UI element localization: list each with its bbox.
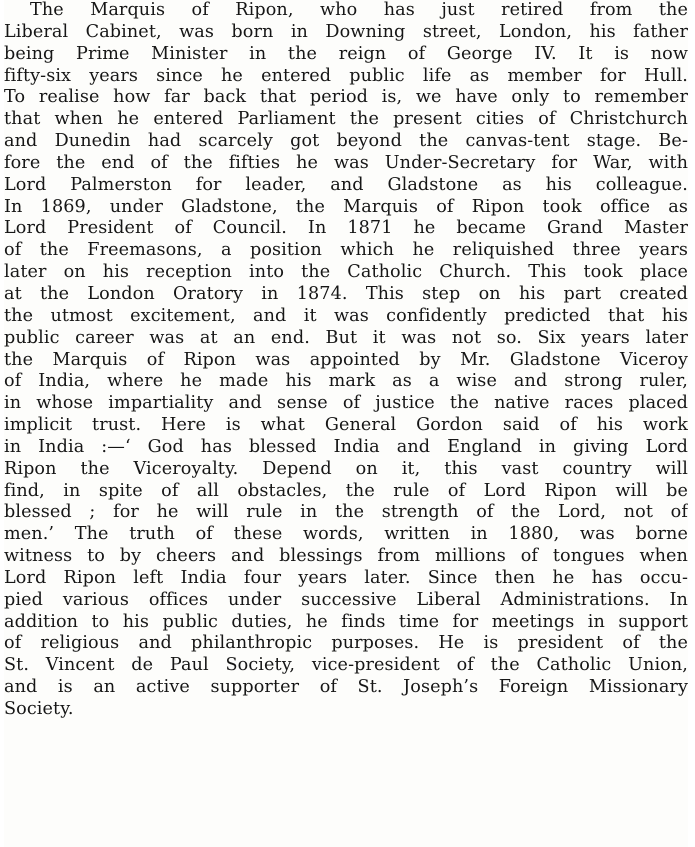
text-line: being Prime Minister in the reign of George IV. It is now [4, 43, 688, 64]
text-line: implicit trust. Here is what General Gordon said of his work [4, 415, 688, 436]
text-line: To realise how far back that period is, we have only to remember [4, 87, 688, 108]
text-line: and Dunedin had scarcely got beyond the canvas-tent stage. Be- [4, 131, 688, 152]
text-line: at the London Oratory in 1874. This step on his part created [4, 283, 688, 304]
article-body [4, 0, 688, 721]
text-line: the utmost excitement, and it was confidently predicted that his [4, 305, 688, 326]
text-line: of religious and philanthropic purposes. He is president of the [4, 633, 688, 654]
text-line: public career was at an end. But it was not so. Six years later [4, 327, 688, 348]
text-line: In 1869, under Gladstone, the Marquis of Ripon took office as [4, 196, 688, 217]
text-line: Liberal Cabinet, was born in Downing street, London, his father [4, 21, 688, 42]
text-line: of the Freemasons, a position which he reliquished three years [4, 240, 688, 261]
text-line: that when he entered Parliament the present cities of Christchurch [4, 109, 688, 130]
text-line: blessed ; for he will rule in the strength of the Lord, not of [4, 502, 688, 523]
text-line: Lord Palmerston for leader, and Gladstone as his colleague. [4, 174, 688, 195]
text-line: fore the end of the fifties he was Under-Secretary for War, with [4, 152, 688, 173]
text-line: witness to by cheers and blessings from millions of tongues when [4, 546, 688, 567]
text-line: find, in spite of all obstacles, the rule of Lord Ripon will be [4, 480, 688, 501]
text-line: the Marquis of Ripon was appointed by Mr. Gladstone Viceroy [4, 349, 688, 370]
text-line: Lord Ripon left India four years later. Since then he has occu- [4, 567, 688, 588]
text-line: The Marquis of Ripon, who has just retired from the [30, 0, 688, 20]
text-line: men.’ The truth of these words, written in 1880, was borne [4, 524, 688, 545]
text-line: Lord President of Council. In 1871 he became Grand Master [4, 218, 688, 239]
text-line: in whose impartiality and sense of justice the native races placed [4, 393, 688, 414]
text-line: St. Vincent de Paul Society, vice-president of the Catholic Union, [4, 655, 688, 676]
text-line: in India :—‘ God has blessed India and England in giving Lord [4, 436, 688, 457]
text-line: pied various offices under successive Liberal Administrations. In [4, 589, 688, 610]
text-line: later on his reception into the Catholic Church. This took place [4, 262, 688, 283]
scanned-page [4, 0, 688, 847]
text-line: Ripon the Viceroyalty. Depend on it, this vast country will [4, 458, 688, 479]
text-line: Society. [4, 699, 74, 719]
text-line: and is an active supporter of St. Joseph’s Foreign Missionary [4, 677, 688, 698]
text-line: of India, where he made his mark as a wise and strong ruler, [4, 371, 688, 392]
text-line: fifty-six years since he entered public life as member for Hull. [4, 65, 688, 86]
text-line: addition to his public duties, he finds time for meetings in support [4, 611, 688, 632]
